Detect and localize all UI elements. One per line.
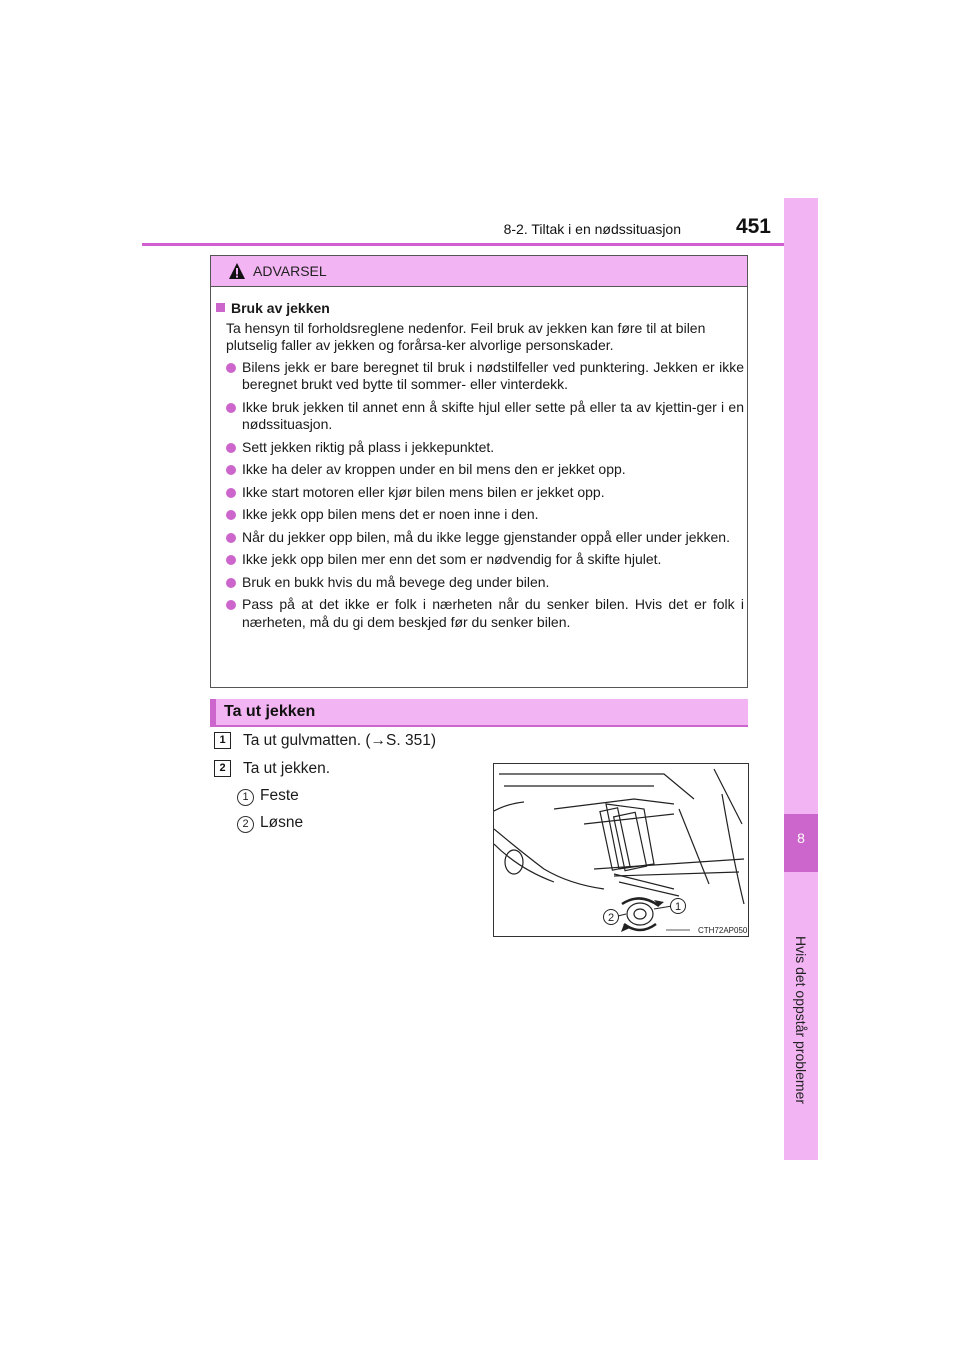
warning-triangle-icon [228, 262, 246, 280]
warning-bullet: Ikke jekk opp bilen mer enn det som er nødvendig for å skifte hjulet. [216, 551, 744, 569]
section-heading-title: Ta ut jekken [224, 703, 316, 720]
substep-number-1: 1 [237, 789, 254, 806]
warning-bullet: Ikke bruk jekken til annet enn å skifte hjul eller sette på eller ta av kjettin-ger i en nødssituasjon. [216, 399, 744, 434]
warning-bullet: Pass på at det ikke er folk i nærheten når du senker bilen. Hvis det er folk i nærheten, må du gi dem beskjed før du senker bilen. [216, 596, 744, 631]
warning-intro: Ta hensyn til forholdsreglene nedenfor. Feil bruk av jekken kan føre til at bilen plutselig faller av jekken og forårsa-ker alvorlige personskader. [226, 319, 706, 353]
substep-number-2: 2 [237, 816, 254, 833]
warning-bullet: Bruk en bukk hvis du må bevege deg under bilen. [216, 574, 744, 592]
step-text-1: Ta ut gulvmatten. (→S. 351) [243, 732, 436, 749]
figure-callout-2: 2 [607, 912, 615, 924]
bullet-dot-icon [226, 533, 236, 543]
bullet-dot-icon [226, 488, 236, 498]
section-title: 8-2. Tiltak i en nødssituasjon [503, 221, 681, 237]
section-heading-bar [210, 699, 216, 725]
bullet-dot-icon [226, 465, 236, 475]
substep-text-1: Feste [260, 787, 299, 804]
jack-drawing [494, 764, 748, 936]
warning-body [216, 300, 744, 636]
header-rule [142, 243, 818, 246]
substep-text-2: Løsne [260, 814, 304, 831]
warning-list [216, 359, 744, 632]
step-number-1: 1 [214, 732, 231, 749]
warning-subheading: Bruk av jekken [216, 300, 744, 318]
figure-callout-1: 1 [674, 901, 682, 913]
bullet-dot-icon [226, 443, 236, 453]
chapter-number: 8 [797, 830, 805, 846]
square-bullet-icon [216, 303, 225, 312]
bullet-dot-icon [226, 600, 236, 610]
bullet-dot-icon [226, 578, 236, 588]
warning-bullet: Ikke jekk opp bilen mens det er noen inne i den. [216, 506, 744, 524]
warning-label: ADVARSEL [253, 263, 327, 279]
warning-bullet: Bilens jekk er bare beregnet til bruk i nødstilfeller ved punktering. Jekken er ikke beregnet brukt ved bytte til sommer- eller vinterdekk. [216, 359, 744, 394]
warning-bullet: Når du jekker opp bilen, må du ikke legge gjenstander oppå eller under jekken. [216, 529, 744, 547]
jack-illustration [493, 763, 749, 937]
chapter-title: Hvis det oppstår problemer [793, 935, 809, 1105]
figure-code: CTH72AP050 [698, 926, 748, 935]
step-text-2: Ta ut jekken. [243, 760, 331, 777]
bullet-dot-icon [226, 363, 236, 373]
step-number-2: 2 [214, 760, 231, 777]
bullet-dot-icon [226, 555, 236, 565]
warning-bullet: Ikke ha deler av kroppen under en bil mens den er jekket opp. [216, 461, 744, 479]
page-number: 451 [735, 215, 771, 238]
warning-bullet: Sett jekken riktig på plass i jekkepunktet. [216, 439, 744, 457]
warning-bullet: Ikke start motoren eller kjør bilen mens bilen er jekket opp. [216, 484, 744, 502]
bullet-dot-icon [226, 403, 236, 413]
bullet-dot-icon [226, 510, 236, 520]
